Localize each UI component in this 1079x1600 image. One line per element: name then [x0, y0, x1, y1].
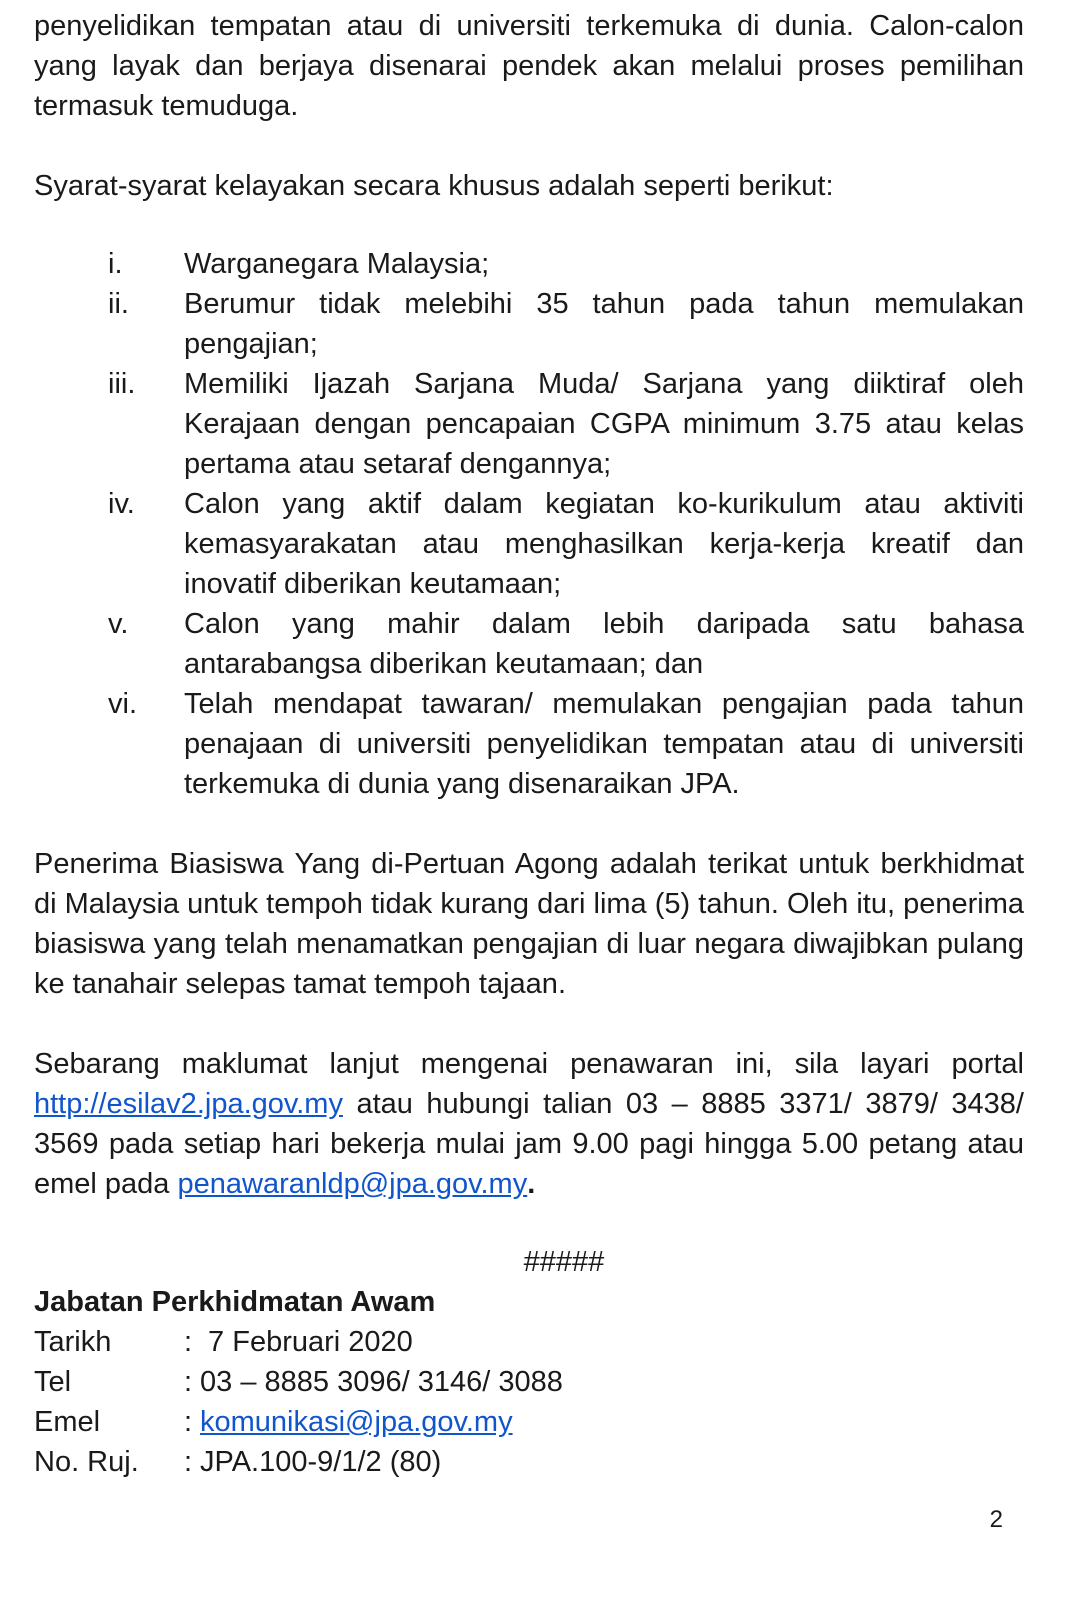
page-number: 2	[989, 1506, 1003, 1533]
criteria-item-number: i.	[108, 248, 123, 280]
criteria-item-number: iii.	[108, 368, 136, 400]
info-label: Tel	[34, 1366, 72, 1398]
criteria-item	[34, 244, 1024, 284]
info-label: Emel	[34, 1406, 101, 1438]
criteria-item-text: Memiliki Ijazah Sarjana Muda/ Sarjana yang diiktiraf oleh Kerajaan dengan pencapaian CGPA minimum 3.75 atau kelas pertama atau setaraf dengannya;	[184, 368, 1024, 480]
obligation-paragraph: Penerima Biasiswa Yang di-Pertuan Agong adalah terikat untuk berkhidmat di Malaysia untuk tempoh tidak kurang dari lima (5) tahun. Oleh itu, penerima biasiswa yang telah menamatkan pengajian di luar negara diwajibkan pulang ke tanahair selepas tamat tempoh tajaan.	[34, 848, 1024, 1000]
criteria-item	[34, 364, 1024, 484]
criteria-list	[34, 244, 1024, 804]
criteria-item-text: Telah mendapat tawaran/ memulakan pengajian pada tahun penajaan di universiti penyelidikan tempatan atau di universiti terkemuka di dunia yang disenaraikan JPA.	[184, 688, 1024, 800]
organization-name: Jabatan Perkhidmatan Awam	[34, 1286, 436, 1318]
info-value: 03 – 8885 3096/ 3146/ 3088	[200, 1366, 563, 1398]
info-colon: :	[184, 1326, 193, 1358]
contact-text-part3: .	[527, 1168, 536, 1200]
info-colon: :	[184, 1366, 193, 1398]
criteria-item-number: ii.	[108, 288, 129, 320]
intro-paragraph: penyelidikan tempatan atau di universiti terkemuka di dunia. Calon-calon yang layak dan berjaya disenarai pendek akan melalui proses pemilihan termasuk temuduga.	[34, 10, 1024, 122]
info-row-email	[34, 1402, 1024, 1442]
criteria-item-text: Warganegara Malaysia;	[184, 248, 490, 280]
info-colon: :	[184, 1406, 193, 1438]
email-link[interactable]: penawaranldp@jpa.gov.my	[177, 1168, 528, 1200]
criteria-item	[34, 284, 1024, 364]
footer-email-link[interactable]: komunikasi@jpa.gov.my	[200, 1406, 513, 1438]
info-value: JPA.100-9/1/2 (80)	[200, 1446, 442, 1478]
info-label: Tarikh	[34, 1326, 112, 1358]
info-row-tel	[34, 1362, 1024, 1402]
criteria-item-number: v.	[108, 608, 129, 640]
criteria-heading: Syarat-syarat kelayakan secara khusus adalah seperti berikut:	[34, 170, 834, 202]
portal-link[interactable]: http://esilav2.jpa.gov.my	[34, 1088, 343, 1120]
criteria-item-text: Calon yang mahir dalam lebih daripada satu bahasa antarabangsa diberikan keutamaan; dan	[184, 608, 1024, 680]
end-mark: #####	[523, 1246, 605, 1278]
contact-text-part2: atau hubungi talian 03 – 8885 3371/ 3879/ 3438/ 3569 pada setiap hari bekerja mulai jam 9.00 pagi hingga 5.00 petang atau emel pada	[34, 1088, 1024, 1200]
info-label: No. Ruj.	[34, 1446, 139, 1478]
document-page	[34, 6, 1024, 1482]
criteria-item	[34, 604, 1024, 684]
criteria-item-number: vi.	[108, 688, 137, 720]
info-colon: :	[184, 1446, 193, 1478]
info-value: 7 Februari 2020	[200, 1326, 413, 1358]
criteria-item	[34, 684, 1024, 804]
criteria-item-number: iv.	[108, 488, 135, 520]
criteria-item	[34, 484, 1024, 604]
info-row-date	[34, 1322, 1024, 1362]
contact-paragraph	[34, 1044, 1024, 1204]
info-row-reference	[34, 1442, 1024, 1482]
contact-text-part1: Sebarang maklumat lanjut mengenai penawaran ini, sila layari portal	[34, 1048, 1024, 1080]
criteria-item-text: Berumur tidak melebihi 35 tahun pada tahun memulakan pengajian;	[184, 288, 1024, 360]
criteria-item-text: Calon yang aktif dalam kegiatan ko-kurikulum atau aktiviti kemasyarakatan atau menghasilkan kerja-kerja kreatif dan inovatif diberikan keutamaan;	[184, 488, 1024, 600]
